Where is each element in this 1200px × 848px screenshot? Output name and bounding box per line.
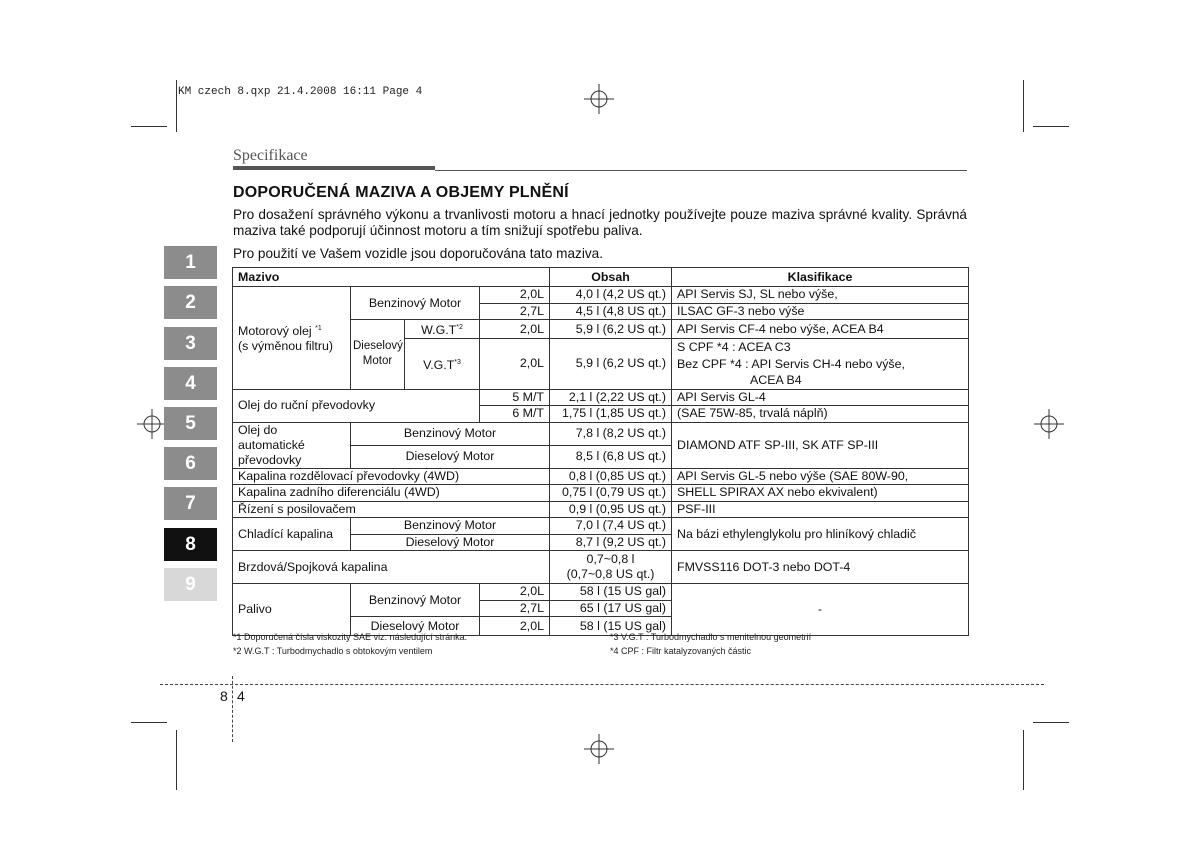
chapter-tab-6[interactable]: 6 <box>164 447 217 480</box>
cell-mt: 6 M/T <box>480 406 550 423</box>
header-mazivo: Mazivo <box>233 268 550 287</box>
print-slug: KM czech 8.qxp 21.4.2008 16:11 Page 4 <box>178 86 423 98</box>
registration-mark-icon <box>584 84 614 114</box>
crop-mark <box>1033 722 1069 723</box>
cell-diesel: Dieselový Motor <box>351 320 405 390</box>
cell-obsah: 58 l (15 US gal) <box>550 617 672 636</box>
cell-obsah: 8,7 l (9,2 US qt.) <box>550 534 672 551</box>
footnote-4: *4 CPF : Filtr katalyzovaných částic <box>610 646 752 656</box>
registration-mark-icon <box>1034 409 1064 439</box>
cell-benzin: Benzinový Motor <box>351 584 480 617</box>
table-row <box>233 501 969 518</box>
cell-benzin: Benzinový Motor <box>351 287 480 320</box>
cell-obsah: 7,0 l (7,4 US qt.) <box>550 518 672 535</box>
cell-obsah: 5,9 l (6,2 US qt.) <box>550 320 672 339</box>
footnote-2: *2 W.G.T : Turbodmychadlo s obtokovým ventilem <box>233 646 433 656</box>
crop-mark <box>176 730 177 790</box>
intro-text: Pro dosažení správného výkonu a trvanlivosti motoru a hnací jednotky používejte pouze maziva správné kvality. Správná maziva také podporují účinnost motoru a tím snižují spotřebu paliva. <box>233 207 967 238</box>
cell-mt: 5 M/T <box>480 389 550 406</box>
crop-mark <box>1023 730 1024 790</box>
cell-volume: 2,7L <box>480 600 550 617</box>
page-number: 4 <box>237 688 245 704</box>
chapter-tab-8[interactable]: 8 <box>164 528 217 561</box>
cell-obsah: 1,75 l (1,85 US qt.) <box>550 406 672 423</box>
cell-diesel: Dieselový Motor <box>351 445 550 468</box>
table-row <box>233 584 969 601</box>
cell-rucni: Olej do ruční převodovky <box>233 389 480 422</box>
cell-klas: FMVSS116 DOT-3 nebo DOT-4 <box>672 551 969 584</box>
page-number-divider <box>232 676 233 742</box>
footnote-1: *1 Doporučená čísla viskozity SAE viz. následující stránka. <box>233 632 468 642</box>
cell-klas: - <box>672 584 969 636</box>
cell-palivo: Palivo <box>233 584 351 636</box>
section-title: Specifikace <box>233 147 308 164</box>
table-row <box>233 389 969 406</box>
cell-obsah: 7,8 l (8,2 US qt.) <box>550 422 672 445</box>
cell-obsah: 4,0 l (4,2 US qt.) <box>550 287 672 304</box>
cell-rozdel: Kapalina rozdělovací převodovky (4WD) <box>233 468 550 485</box>
table-row <box>233 551 969 584</box>
cell-volume: 2,0L <box>480 339 550 390</box>
cell-obsah: 0,7~0,8 l (0,7~0,8 US qt.) <box>550 551 672 584</box>
table-row <box>233 485 969 502</box>
cell-obsah: 2,1 l (2,22 US qt.) <box>550 389 672 406</box>
chapter-tab-9[interactable]: 9 <box>164 568 217 601</box>
cell-klas: ILSAC GF-3 nebo výše <box>672 303 969 320</box>
cell-klas: SHELL SPIRAX AX nebo ekvivalent) <box>672 485 969 502</box>
cell-obsah: 0,75 l (0,79 US qt.) <box>550 485 672 502</box>
cell-klas: (SAE 75W-85, trvalá náplň) <box>672 406 969 423</box>
cell-obsah: 5,9 l (6,2 US qt.) <box>550 339 672 390</box>
cell-diesel: Dieselový Motor <box>351 534 550 551</box>
crop-mark <box>131 126 167 127</box>
chapter-tab-4[interactable]: 4 <box>164 367 217 400</box>
cell-klas: API Servis SJ, SL nebo výše, <box>672 287 969 304</box>
intro-text-2: Pro použití ve Vašem vozidle jsou doporučována tato maziva. <box>233 246 603 261</box>
cell-rizeni: Řízení s posilovačem <box>233 501 550 518</box>
cell-klas: S CPF *4 : ACEA C3 Bez CPF *4 : API Servis CH-4 nebo výše, ACEA B4 <box>672 339 969 390</box>
cell-obsah: 65 l (17 US gal) <box>550 600 672 617</box>
cell-brzd: Brzdová/Spojková kapalina <box>233 551 550 584</box>
registration-mark-icon <box>137 409 167 439</box>
chapter-tab-1[interactable]: 1 <box>164 246 217 279</box>
footnote-3: *3 V.G.T : Turbodmychadlo s menitelnou geometrií <box>610 632 812 642</box>
cell-auto: Olej do automatické převodovky <box>233 422 351 468</box>
table-row <box>233 422 969 445</box>
page-heading: DOPORUČENÁ MAZIVA A OBJEMY PLNĚNÍ <box>233 184 569 201</box>
page-chapter-number: 8 <box>220 688 228 704</box>
table-row <box>233 518 969 535</box>
cell-benzin: Benzinový Motor <box>351 422 550 445</box>
footer-dashed-line <box>160 684 1044 685</box>
section-rule-thick <box>233 166 435 170</box>
cell-volume: 2,0L <box>480 584 550 601</box>
cell-klas: API Servis GL-5 nebo výše (SAE 80W-90, <box>672 468 969 485</box>
cell-zadni: Kapalina zadního diferenciálu (4WD) <box>233 485 550 502</box>
header-klasifikace: Klasifikace <box>672 268 969 287</box>
chapter-tab-7[interactable]: 7 <box>164 487 217 520</box>
cell-klas: DIAMOND ATF SP-III, SK ATF SP-III <box>672 422 969 468</box>
cell-obsah: 8,5 l (6,8 US qt.) <box>550 445 672 468</box>
cell-obsah: 58 l (15 US gal) <box>550 584 672 601</box>
header-obsah: Obsah <box>550 268 672 287</box>
chapter-tab-5[interactable]: 5 <box>164 407 217 440</box>
lubricants-table <box>232 267 969 636</box>
table-row <box>233 287 969 304</box>
cell-obsah: 4,5 l (4,8 US qt.) <box>550 303 672 320</box>
cell-klas: API Servis GL-4 <box>672 389 969 406</box>
cell-klas: PSF-III <box>672 501 969 518</box>
cell-vgt: $V.G.T^{*3}$ <box>405 339 480 390</box>
cell-wgt: $W.G.T^{*2}$ <box>405 320 480 339</box>
cell-obsah: 0,9 l (0,95 US qt.) <box>550 501 672 518</box>
cell-motor-oil: Motorový olej $^{*1}$ (s výměnou filtru) <box>233 287 351 390</box>
cell-volume: 2,7L <box>480 303 550 320</box>
crop-mark <box>1033 126 1069 127</box>
crop-mark <box>131 722 167 723</box>
chapter-tab-2[interactable]: 2 <box>164 286 217 319</box>
cell-volume: 2,0L <box>480 320 550 339</box>
crop-mark <box>176 80 177 132</box>
cell-klas: API Servis CF-4 nebo výše, ACEA B4 <box>672 320 969 339</box>
cell-volume: 2,0L <box>480 287 550 304</box>
cell-volume: 2,0L <box>480 617 550 636</box>
cell-diesel: Dieselový Motor <box>351 617 480 636</box>
table-header-row <box>233 268 969 287</box>
registration-mark-icon <box>584 734 614 764</box>
cell-obsah: 0,8 l (0,85 US qt.) <box>550 468 672 485</box>
crop-mark <box>1023 80 1024 132</box>
section-rule-thin <box>435 170 967 171</box>
table-row <box>233 468 969 485</box>
chapter-tab-3[interactable]: 3 <box>164 327 217 360</box>
cell-klas: Na bázi ethylenglykolu pro hliníkový chladič <box>672 518 969 551</box>
cell-benzin: Benzinový Motor <box>351 518 550 535</box>
cell-chlad: Chladící kapalina <box>233 518 351 551</box>
